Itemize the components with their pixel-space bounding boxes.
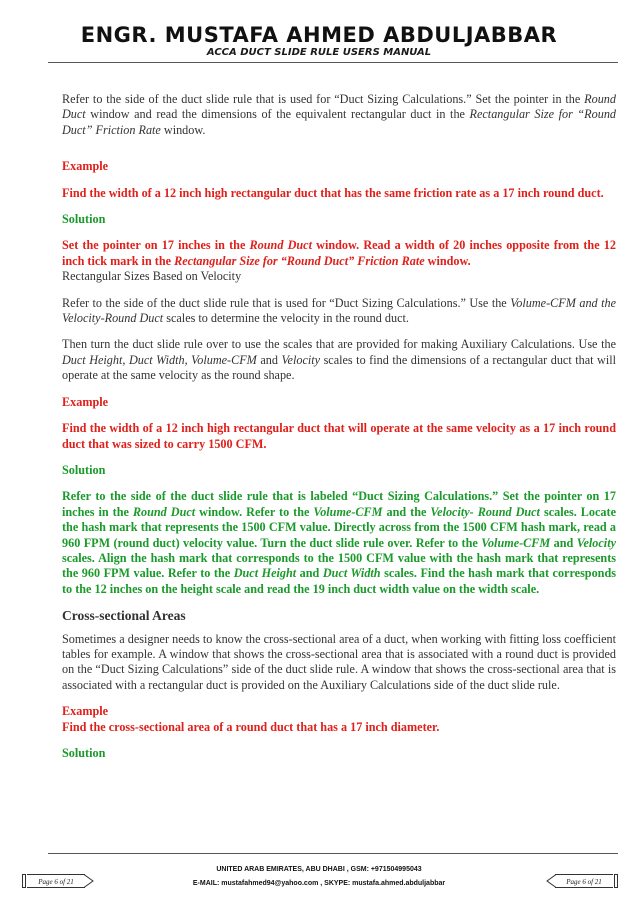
example-label: Example — [62, 704, 109, 719]
paragraph-auxiliary: Then turn the duct slide rule over to use the scales that are provided for making Auxiliary Calculations. Use the Duct Height, Duct Width, Volume-CFM and Velocity scales to find the dimensions of a rectangular duct that will operate at the same velocity as the round shape. — [62, 337, 616, 383]
solution-label: Solution — [62, 462, 106, 477]
header-divider — [48, 62, 618, 63]
example-text: Find the width of a 12 inch high rectangular duct that has the same friction rate as a 17 inch round duct. — [62, 185, 604, 200]
solution-text: Refer to the side of the duct slide rule that is labeled “Duct Sizing Calculations.” Set the pointer on 17 inches in the Round Duct window. Refer to the Volume-CFM and the Velocity- Round Duct scales. Locate the hash mark that represents the 1500 CFM value. Directly across from the 1500 CFM hash mark, read a 960 FPM (round duct) velocity value. Turn the duct slide rule over. Refer to the Volume-CFM and Velocity scales. Align the hash mark that corresponds to the 1500 CFM value with the hash mark that represents the 960 FPM value. Refer to the Duct Height and Duct Width scales. Find the hash mark that corresponds to the 12 inches on the height scale and read the 19 inch duct width value on the width scale. — [62, 489, 616, 596]
solution-label: Solution — [62, 212, 106, 227]
footer-email: E-MAIL: mustafahmed94@yahoo.com , SKYPE: mustafa.ahmed.abduljabbar — [192, 880, 446, 887]
page-content — [62, 92, 616, 761]
example-text: Find the width of a 12 inch high rectangular duct that will operate at the same velocity as a 17 inch round duct that was sized to carry 1500 CFM. — [62, 421, 616, 451]
solution-label: Solution — [62, 746, 106, 760]
paragraph-velocity: Refer to the side of the duct slide rule that is used for “Duct Sizing Calculations.” Use the Volume-CFM and the Velocity-Round Duct scales to determine the velocity in the round duct. — [62, 295, 617, 326]
example-label: Example — [62, 159, 109, 174]
footer-contact: UNITED ARAB EMIRATES, ABU DHABI , GSM: +971504995043 — [216, 866, 422, 873]
page-number-left: Page 6 of 21 — [22, 874, 94, 888]
solution-text: Set the pointer on 17 inches in the Round Duct window. Read a width of 20 inches opposite from the 12 inch tick mark in the Rectangular Size for “Round Duct” Friction Rate window. — [62, 238, 616, 268]
header-author: ENGR. MUSTAFA AHMED ABDULJABBAR — [80, 23, 558, 47]
paragraph-round-duct: Refer to the side of the duct slide rule that is used for “Duct Sizing Calculations.” Set the pointer in the Round Duct window and read the dimensions of the equivalent rectangular duct in the Rectangular Size for “Round Duct” Friction Rate window. — [62, 92, 617, 137]
example-text: Find the cross-sectional area of a round duct that has a 17 inch diameter. — [62, 719, 440, 734]
header-manual-title: ACCA DUCT SLIDE RULE USERS MANUAL — [206, 47, 432, 58]
example-label: Example — [62, 394, 109, 409]
page-tab-arrow-icon — [84, 874, 94, 888]
footer-divider — [48, 853, 618, 854]
page-number-right: Page 6 of 21 — [546, 874, 620, 888]
section-heading: Cross-sectional Areas — [62, 608, 186, 624]
subheading-velocity: Rectangular Sizes Based on Velocity — [62, 269, 242, 284]
paragraph-cross-section: Sometimes a designer needs to know the cross-sectional area of a duct, when working with fitting loss coefficient tables for example. A window that shows the cross-sectional area that is associated with a round duct is provided on the “Duct Sizing Calculations” side of the duct slide rule. A window that shows the cross-sectional area that is associated with a rectangular duct is provided on the Auxiliary Calculations side of the duct slide rule. — [62, 631, 616, 692]
